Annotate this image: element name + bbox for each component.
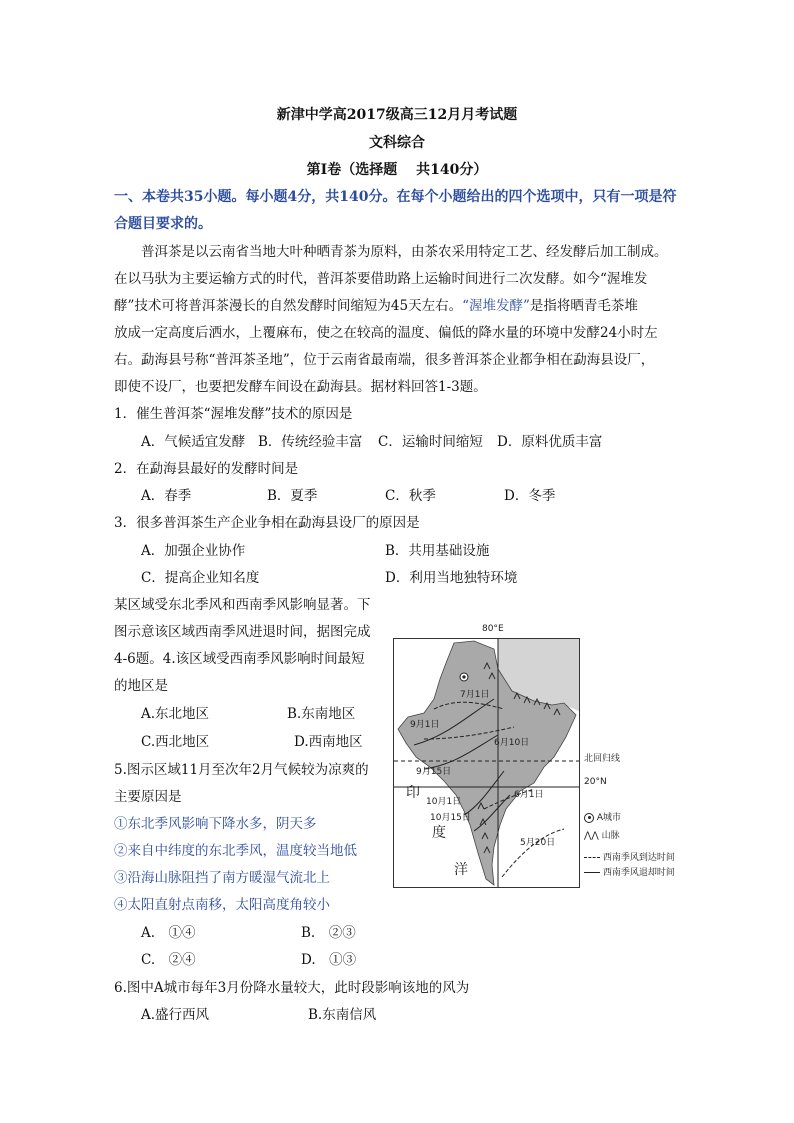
city-icon — [584, 813, 594, 823]
q5-option-c[interactable]: C. ②④ — [141, 952, 196, 968]
exam-subtitle: 文科综合 — [369, 135, 425, 151]
map-ocean-char: 印 — [406, 785, 420, 801]
q5-option-a[interactable]: A. ①④ — [141, 925, 196, 941]
passage1-term: “渥堆发酵” — [462, 298, 530, 314]
q3-stem: 3．很多普洱茶生产企业争相在勐海县设厂的原因是 — [114, 515, 420, 531]
passage1-line-1: 普洱茶是以云南省当地大叶种晒青茶为原料，由茶农采用特定工艺、经发酵后加工制成。 — [141, 244, 668, 260]
legend-city-label: A城市 — [596, 813, 622, 823]
q5-reason-1: ①东北季风影响下降水多，阴天多 — [114, 816, 317, 832]
passage1-line-5: 右。勐海县号称“普洱茶圣地”，位于云南省最南端，很多普洱茶企业都争相在勐海县设厂， — [114, 352, 655, 368]
q5-reason-4: ④太阳直射点南移，太阳高度角较小 — [114, 897, 330, 913]
q2-stem: 2．在勐海县最好的发酵时间是 — [114, 461, 299, 477]
q5-reason-3: ③沿海山脉阻挡了南方暖湿气流北上 — [114, 870, 330, 886]
q1-option-d[interactable]: D．原料优质丰富 — [497, 434, 603, 450]
legend-withdrawal-label: 西南季风退却时间 — [602, 868, 675, 878]
map-date-label: 7月1日 — [460, 690, 490, 700]
q2-option-b[interactable]: B．夏季 — [267, 488, 318, 504]
city-a-dot — [462, 675, 465, 678]
monsoon-map — [393, 638, 580, 888]
q3-option-a[interactable]: A．加强企业协作 — [141, 543, 246, 559]
passage1-line-2: 在以马驮为主要运输方式的时代，普洱茶要借助路上运输时间进行二次发酵。如今“渥堆发 — [114, 271, 648, 287]
q4-option-b[interactable]: B.东南地区 — [287, 706, 356, 722]
q5-option-d[interactable]: D. ①③ — [301, 952, 357, 968]
exam-title: 新津中学高2017级高三12月月考试题 — [276, 107, 518, 123]
dashed-line-icon — [584, 857, 600, 858]
legend-arrival-label: 西南季风到达时间 — [602, 853, 675, 863]
map-date-label: 9月1日 — [410, 720, 440, 730]
legend-mountain-label: 山脉 — [601, 831, 620, 841]
section-title: 第Ⅰ卷（选择题 共140分） — [306, 162, 488, 178]
q2-option-c[interactable]: C．秋季 — [385, 488, 436, 504]
legend-mountain — [584, 828, 620, 841]
passage2-line-4: 的地区是 — [114, 678, 168, 694]
map-date-label: 6月1日 — [514, 790, 544, 800]
map-longitude-label: 80°E — [482, 624, 504, 634]
passage1-line-3 — [114, 294, 638, 314]
q4-option-a[interactable]: A.东北地区 — [141, 706, 210, 722]
map-date-label: 6月10日 — [494, 738, 530, 748]
passage2-line-1: 某区域受东北季风和西南季风影响显著。下 — [114, 597, 371, 613]
legend-city — [584, 810, 621, 823]
q5-stem-line-1: 5.图示区域11月至次年2月气候较为凉爽的 — [114, 762, 369, 778]
q6-stem: 6.图中A城市每年3月份降水量较大，此时段影响该地的风为 — [114, 980, 470, 996]
q2-option-a[interactable]: A．春季 — [141, 488, 192, 504]
passage1-line-4: 放成一定高度后洒水，上覆麻布，使之在较高的温度、偏低的降水量的环境中发酵24小时左 — [114, 325, 658, 341]
map-date-label: 10月15日 — [430, 813, 471, 823]
q3-option-b[interactable]: B．共用基础设施 — [385, 543, 490, 559]
latitude-label: 20°N — [584, 777, 607, 787]
passage1-line-3c: 是指将晒青毛茶堆 — [529, 298, 638, 314]
q3-option-d[interactable]: D．利用当地独特环境 — [385, 570, 518, 586]
q2-option-d[interactable]: D．冬季 — [504, 488, 556, 504]
q5-option-b[interactable]: B. ②③ — [301, 925, 356, 941]
q5-stem-line-2: 主要原因是 — [114, 789, 182, 805]
legend-arrival — [584, 850, 675, 863]
q5-reason-2: ②来自中纬度的东北季风，温度较当地低 — [114, 843, 357, 859]
map-date-label: 5月20日 — [520, 838, 556, 848]
passage2-line-2: 图示意该区域西南季风进退时间，据图完成 — [114, 624, 371, 640]
map-ocean-char: 度 — [432, 825, 446, 841]
q4-option-d[interactable]: D.西南地区 — [294, 734, 363, 750]
q1-option-a[interactable]: A．气候适宜发酵 — [141, 434, 246, 450]
q4-option-c[interactable]: C.西北地区 — [141, 734, 210, 750]
tropic-label: 北回归线 — [584, 754, 621, 764]
q1-option-c[interactable]: C．运输时间缩短 — [378, 434, 483, 450]
map-date-label: 9月15日 — [416, 767, 452, 777]
passage1-line-6: 即使不设厂，也要把发酵车间设在勐海县。据材料回答1-3题。 — [114, 379, 487, 395]
map-ocean-char: 洋 — [454, 862, 468, 878]
q1-option-b[interactable]: B．传统经验丰富 — [258, 434, 363, 450]
map-date-label: 10月1日 — [426, 797, 462, 807]
q3-option-c[interactable]: C．提高企业知名度 — [141, 570, 260, 586]
legend-withdrawal — [584, 865, 675, 878]
mountain-icon: ⋀⋀ — [584, 831, 599, 841]
monsoon-map-svg — [394, 639, 579, 887]
q6-option-b[interactable]: B.东南信风 — [308, 1007, 377, 1023]
passage1-line-3a: 酵”技术可将普洱茶漫长的自然发酵时间缩短为45天左右。 — [114, 298, 463, 314]
q6-option-a[interactable]: A.盛行西风 — [141, 1007, 210, 1023]
solid-line-icon — [584, 872, 600, 873]
q1-stem: 1．催生普洱茶“渥堆发酵”技术的原因是 — [114, 406, 353, 422]
instructions-line-1: 一、本卷共35小题。每小题4分，共140分。在每个小题给出的四个选项中，只有一项是符 — [114, 189, 677, 205]
instructions-line-2: 合题目要求的。 — [114, 216, 212, 232]
passage2-line-3: 4-6题。4.该区域受西南季风影响时间最短 — [114, 651, 365, 667]
